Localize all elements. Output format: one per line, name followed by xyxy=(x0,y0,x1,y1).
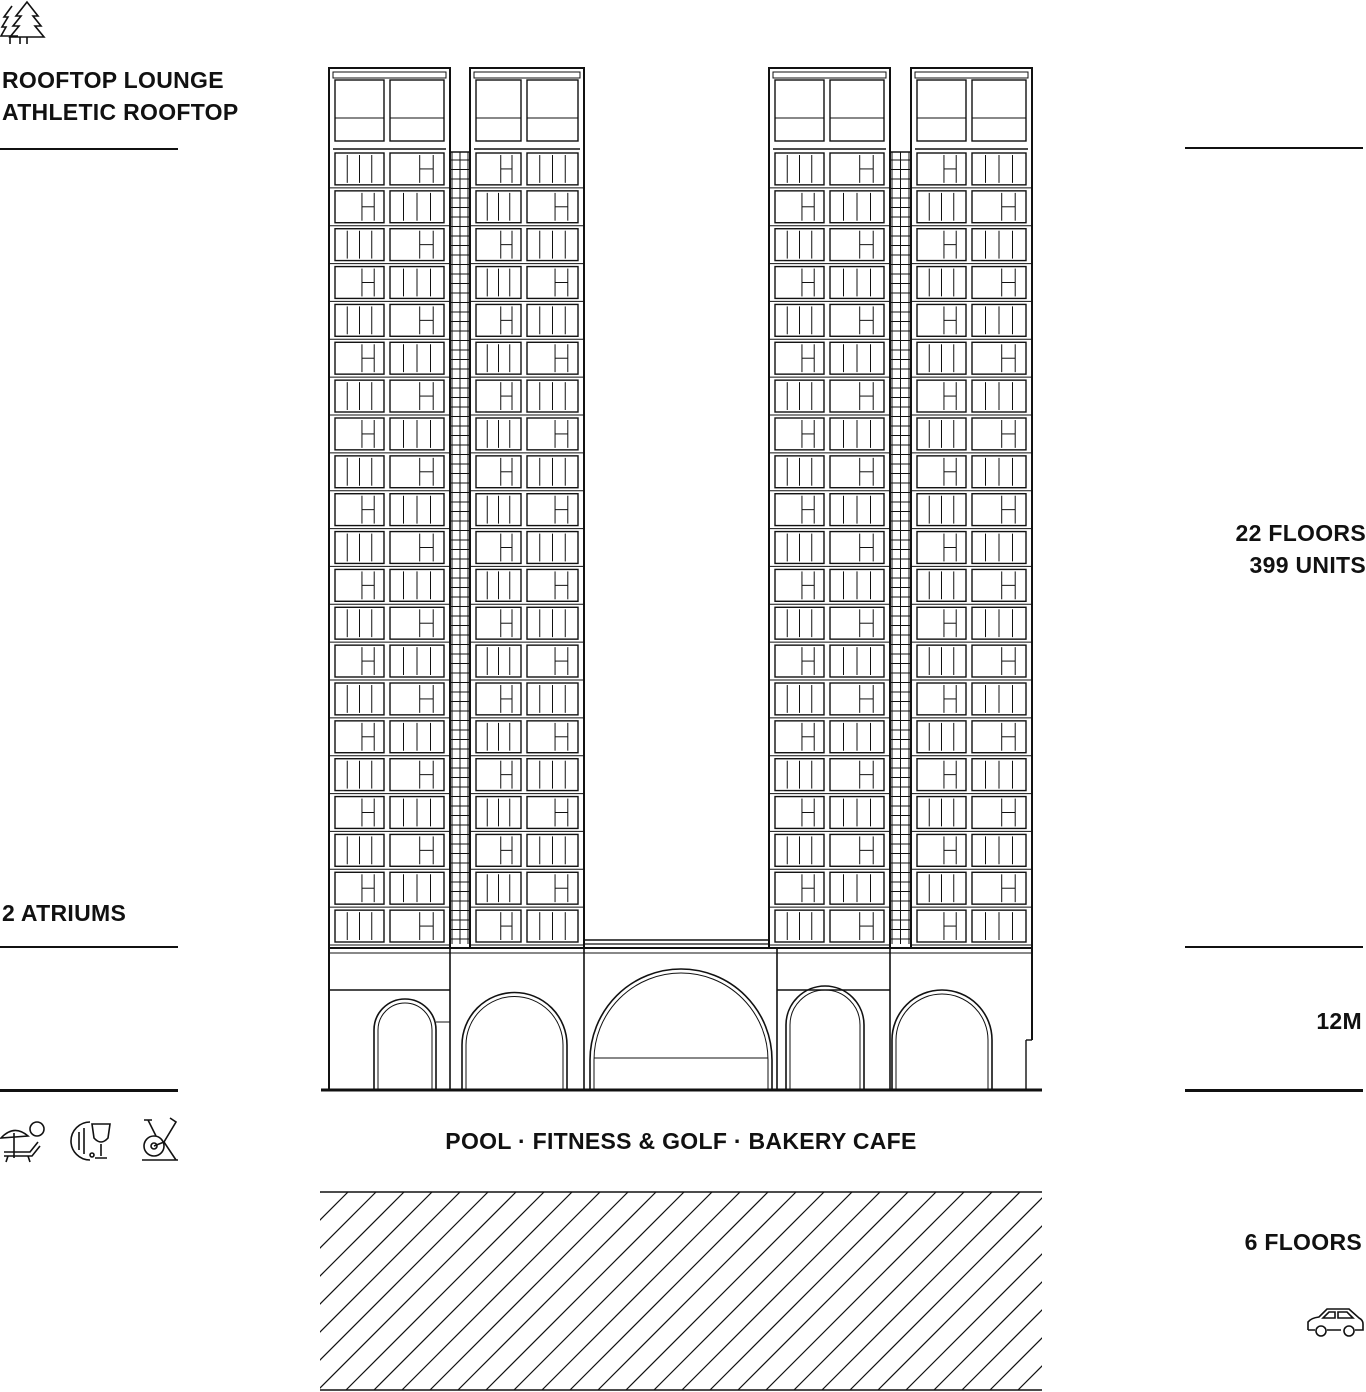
window xyxy=(390,683,444,715)
window xyxy=(775,418,824,450)
window xyxy=(775,191,824,223)
hatch-line xyxy=(1046,1192,1244,1390)
hatch-line xyxy=(402,1192,600,1390)
arch-inner xyxy=(790,990,860,1090)
window xyxy=(476,759,521,791)
hatch-line xyxy=(934,1192,1132,1390)
arch-inner xyxy=(896,994,988,1090)
window xyxy=(972,342,1026,374)
hatch-line xyxy=(374,1192,572,1390)
window xyxy=(917,910,966,942)
window xyxy=(917,229,966,261)
window xyxy=(775,797,824,829)
window xyxy=(476,229,521,261)
window xyxy=(775,569,824,601)
window xyxy=(972,191,1026,223)
window xyxy=(527,267,578,299)
window xyxy=(917,456,966,488)
window xyxy=(335,797,384,829)
window xyxy=(917,834,966,866)
hatch-line xyxy=(234,1192,432,1390)
rooftop-window xyxy=(527,80,578,141)
hatch-line xyxy=(822,1192,1020,1390)
hatch-line xyxy=(766,1192,964,1390)
hatch-line xyxy=(738,1192,936,1390)
window xyxy=(476,456,521,488)
window xyxy=(476,683,521,715)
window xyxy=(476,910,521,942)
window xyxy=(390,834,444,866)
rooftop-window xyxy=(476,80,521,141)
hatch-line xyxy=(150,1192,348,1390)
window xyxy=(476,834,521,866)
window xyxy=(476,607,521,639)
window xyxy=(775,721,824,753)
hatch-line xyxy=(682,1192,880,1390)
floors-label: 22 FLOORS xyxy=(1235,520,1366,546)
window xyxy=(972,267,1026,299)
window xyxy=(390,759,444,791)
parking-floors-label: 6 FLOORS xyxy=(1244,1229,1362,1255)
window xyxy=(390,229,444,261)
parking-hatch xyxy=(122,1192,1244,1390)
tower-parapet xyxy=(333,72,446,78)
window xyxy=(917,683,966,715)
hatch-line xyxy=(514,1192,712,1390)
hatch-line xyxy=(178,1192,376,1390)
window xyxy=(390,380,444,412)
window xyxy=(390,153,444,185)
rooftop-lounge-label: ROOFTOP LOUNGE xyxy=(2,67,224,93)
window xyxy=(390,532,444,564)
hatch-line xyxy=(206,1192,404,1390)
window xyxy=(972,418,1026,450)
window xyxy=(390,910,444,942)
rooftop-window xyxy=(972,80,1026,141)
ground-amenities-label: POOL · FITNESS & GOLF · BAKERY CAFE xyxy=(445,1128,917,1154)
window xyxy=(830,683,884,715)
window xyxy=(830,380,884,412)
hatch-line xyxy=(654,1192,852,1390)
window xyxy=(775,267,824,299)
arch xyxy=(892,990,992,1090)
arch xyxy=(374,999,436,1090)
window xyxy=(335,569,384,601)
window xyxy=(335,191,384,223)
units-label: 399 UNITS xyxy=(1249,552,1366,578)
window xyxy=(830,456,884,488)
hatch-line xyxy=(598,1192,796,1390)
tower-parapet xyxy=(474,72,580,78)
window xyxy=(527,418,578,450)
window xyxy=(972,872,1026,904)
arch-inner xyxy=(594,973,768,1090)
window xyxy=(775,342,824,374)
rooftop-window xyxy=(775,80,824,141)
window xyxy=(335,494,384,526)
window xyxy=(527,342,578,374)
window xyxy=(476,304,521,336)
rooftop-window xyxy=(335,80,384,141)
arch xyxy=(786,986,864,1090)
window xyxy=(527,797,578,829)
window xyxy=(917,532,966,564)
window xyxy=(527,569,578,601)
window xyxy=(972,721,1026,753)
hatch-line xyxy=(542,1192,740,1390)
window xyxy=(527,494,578,526)
podium-height-label: 12M xyxy=(1316,1008,1362,1034)
window xyxy=(527,191,578,223)
hatch-line xyxy=(486,1192,684,1390)
hatch-line xyxy=(318,1192,516,1390)
rooftop-window xyxy=(917,80,966,141)
window xyxy=(830,759,884,791)
window xyxy=(527,645,578,677)
window xyxy=(917,759,966,791)
window xyxy=(527,872,578,904)
hatch-line xyxy=(290,1192,488,1390)
window xyxy=(476,153,521,185)
window xyxy=(917,380,966,412)
hatch-line xyxy=(990,1192,1188,1390)
arch xyxy=(462,993,567,1091)
window xyxy=(830,229,884,261)
window xyxy=(335,418,384,450)
window xyxy=(390,607,444,639)
rooftop-window xyxy=(830,80,884,141)
hatch-line xyxy=(1018,1192,1216,1390)
window xyxy=(335,721,384,753)
window xyxy=(390,304,444,336)
window xyxy=(335,267,384,299)
window xyxy=(972,797,1026,829)
arch-inner xyxy=(378,1003,432,1090)
window xyxy=(972,569,1026,601)
hatch-line xyxy=(962,1192,1160,1390)
hatch-line xyxy=(570,1192,768,1390)
window xyxy=(775,494,824,526)
window xyxy=(476,532,521,564)
hatch-line xyxy=(122,1192,320,1390)
hatch-line xyxy=(262,1192,460,1390)
hatch-line xyxy=(626,1192,824,1390)
tower-parapet xyxy=(915,72,1028,78)
athletic-rooftop-label: ATHLETIC ROOFTOP xyxy=(2,99,239,125)
window xyxy=(830,607,884,639)
window xyxy=(830,304,884,336)
window xyxy=(830,834,884,866)
window xyxy=(917,607,966,639)
arch xyxy=(590,969,772,1090)
window xyxy=(527,721,578,753)
atriums-label: 2 ATRIUMS xyxy=(2,900,127,926)
window xyxy=(476,380,521,412)
hatch-line xyxy=(346,1192,544,1390)
window xyxy=(390,456,444,488)
hatch-line xyxy=(850,1192,1048,1390)
window xyxy=(775,645,824,677)
tower-parapet xyxy=(773,72,886,78)
window xyxy=(335,645,384,677)
arch-inner xyxy=(466,996,563,1090)
window xyxy=(830,532,884,564)
hatch-line xyxy=(458,1192,656,1390)
window xyxy=(335,872,384,904)
hatch-line xyxy=(878,1192,1076,1390)
window xyxy=(972,494,1026,526)
window xyxy=(775,872,824,904)
window xyxy=(917,153,966,185)
hatch-line xyxy=(710,1192,908,1390)
window xyxy=(830,153,884,185)
window xyxy=(972,645,1026,677)
hatch-line xyxy=(430,1192,628,1390)
hatch-line xyxy=(794,1192,992,1390)
window xyxy=(917,304,966,336)
rooftop-window xyxy=(390,80,444,141)
window xyxy=(335,342,384,374)
window xyxy=(830,910,884,942)
hatch-line xyxy=(906,1192,1104,1390)
